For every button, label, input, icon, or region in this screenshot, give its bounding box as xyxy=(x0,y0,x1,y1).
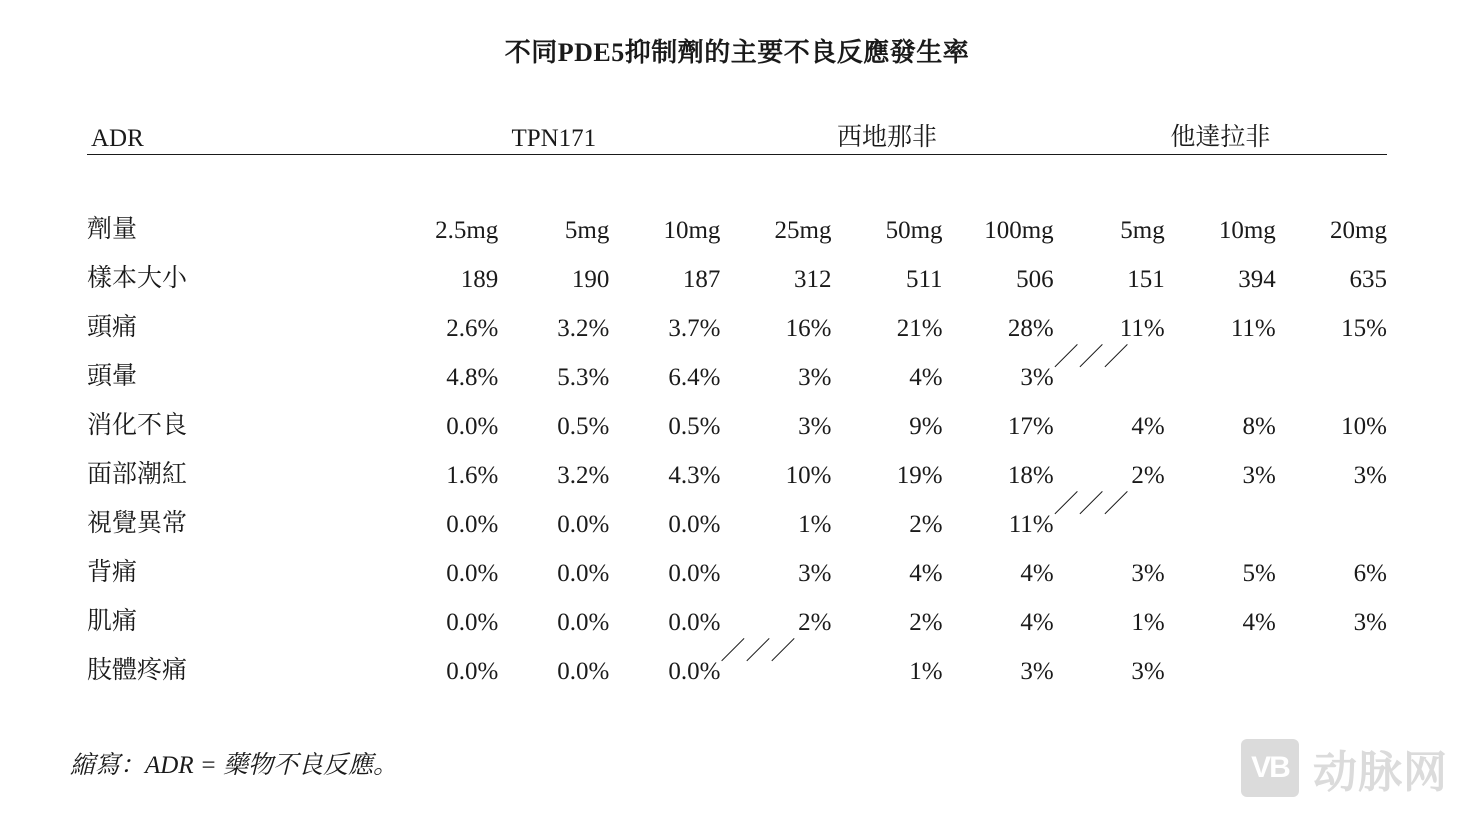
cell-flushing-tpn171-3: 4.3% xyxy=(668,462,721,489)
cell-visual-sildenafil-3: 11% xyxy=(1008,511,1054,538)
cell-dose-tpn171-2: 5mg xyxy=(564,217,610,244)
row-label-flushing: 面部潮紅 xyxy=(87,461,188,488)
cell-visual-sildenafil-1: 1% xyxy=(798,511,832,538)
row-label-headache: 頭痛 xyxy=(87,314,138,341)
cell-dyspepsia-tpn171-1: 0.0% xyxy=(446,413,499,440)
table-row xyxy=(87,343,1387,392)
cell-dose-tadalafil-3: 20mg xyxy=(1330,217,1387,244)
cell-dizziness-tadalafil-3: ／ xyxy=(1103,344,1129,371)
cell-headache-sildenafil-3: 28% xyxy=(1007,315,1054,342)
column-header-adr: ADR xyxy=(91,125,144,152)
cell-headache-tpn171-1: 2.6% xyxy=(446,315,499,342)
table-group-header-row xyxy=(87,113,1387,153)
table-row xyxy=(87,588,1387,637)
cell-sample-tadalafil-1: 151 xyxy=(1127,266,1165,293)
cell-myalgia-tadalafil-2: 4% xyxy=(1242,609,1276,636)
cell-myalgia-tpn171-3: 0.0% xyxy=(668,609,721,636)
cell-dose-sildenafil-3: 100mg xyxy=(984,217,1054,244)
cell-flushing-tadalafil-1: 2% xyxy=(1131,462,1165,489)
cell-flushing-sildenafil-1: 10% xyxy=(785,462,832,489)
cell-dose-sildenafil-1: 25mg xyxy=(774,217,832,244)
cell-backpain-tadalafil-2: 5% xyxy=(1242,560,1276,587)
cell-dose-sildenafil-2: 50mg xyxy=(885,217,943,244)
cell-backpain-tpn171-1: 0.0% xyxy=(446,560,499,587)
cell-dyspepsia-tadalafil-1: 4% xyxy=(1131,413,1165,440)
cell-flushing-tpn171-1: 1.6% xyxy=(446,462,499,489)
cell-headache-tadalafil-3: 15% xyxy=(1341,315,1387,342)
cell-dyspepsia-tpn171-2: 0.5% xyxy=(557,413,610,440)
cell-dizziness-tpn171-1: 4.8% xyxy=(446,364,499,391)
cell-dose-tadalafil-2: 10mg xyxy=(1218,217,1276,244)
cell-limbpain-sildenafil-1: ／ xyxy=(720,638,746,665)
table-row xyxy=(87,191,1387,245)
cell-dizziness-sildenafil-2: 4% xyxy=(909,364,943,391)
cell-dyspepsia-tadalafil-2: 8% xyxy=(1242,413,1276,440)
table-row xyxy=(87,294,1387,343)
cell-limbpain-tpn171-2: 0.0% xyxy=(557,658,610,685)
cell-dizziness-sildenafil-3: 3% xyxy=(1020,364,1054,391)
cell-headache-tadalafil-1: 11% xyxy=(1119,315,1165,342)
table-footnote: 縮寫：ADR = 藥物不良反應。 xyxy=(70,752,398,779)
row-label-dose: 劑量 xyxy=(87,216,138,243)
cell-headache-tpn171-3: 3.7% xyxy=(668,315,721,342)
cell-dyspepsia-sildenafil-3: 17% xyxy=(1007,413,1054,440)
cell-myalgia-tpn171-1: 0.0% xyxy=(446,609,499,636)
column-group-header-tpn171: TPN171 xyxy=(511,125,597,152)
cell-limbpain-tpn171-1: 0.0% xyxy=(446,658,499,685)
cell-dyspepsia-tadalafil-3: 10% xyxy=(1341,413,1387,440)
cell-backpain-tpn171-3: 0.0% xyxy=(668,560,721,587)
cell-flushing-tadalafil-3: 3% xyxy=(1353,462,1387,489)
cell-backpain-sildenafil-1: 3% xyxy=(798,560,832,587)
cell-sample-sildenafil-1: 312 xyxy=(793,266,832,293)
cell-sample-tpn171-1: 189 xyxy=(460,266,499,293)
cell-dyspepsia-sildenafil-1: 3% xyxy=(798,413,832,440)
cell-backpain-tpn171-2: 0.0% xyxy=(557,560,610,587)
table-row xyxy=(87,392,1387,441)
row-label-sample-size: 樣本大小 xyxy=(87,265,188,292)
cell-visual-tadalafil-1: ／ xyxy=(1053,491,1079,518)
cell-sample-tadalafil-2: 394 xyxy=(1238,266,1276,293)
cell-limbpain-tadalafil-1: 1% xyxy=(909,658,943,685)
table-row xyxy=(87,245,1387,294)
cell-myalgia-tadalafil-3: 3% xyxy=(1353,609,1387,636)
cell-visual-tpn171-1: 0.0% xyxy=(446,511,499,538)
cell-visual-tpn171-3: 0.0% xyxy=(668,511,721,538)
cell-myalgia-sildenafil-1: 2% xyxy=(798,609,832,636)
cell-limbpain-tadalafil-2: 3% xyxy=(1020,658,1054,685)
table-row xyxy=(87,539,1387,588)
cell-visual-tpn171-2: 0.0% xyxy=(557,511,610,538)
cell-dose-tadalafil-1: 5mg xyxy=(1120,217,1165,244)
table-header-spacer xyxy=(87,155,1387,191)
cell-dizziness-tadalafil-2: ／ xyxy=(1078,344,1104,371)
cell-myalgia-sildenafil-3: 4% xyxy=(1020,609,1054,636)
cell-flushing-sildenafil-3: 18% xyxy=(1007,462,1054,489)
cell-dizziness-tpn171-3: 6.4% xyxy=(668,364,721,391)
cell-myalgia-tpn171-2: 0.0% xyxy=(557,609,610,636)
cell-sample-sildenafil-3: 506 xyxy=(1016,266,1054,293)
watermark-badge: VB xyxy=(1241,739,1299,797)
row-label-back-pain: 背痛 xyxy=(87,559,138,586)
cell-limbpain-tadalafil-3: 3% xyxy=(1131,658,1165,685)
column-group-header-sildenafil: 西地那非 xyxy=(837,124,938,151)
cell-limbpain-sildenafil-3: ／ xyxy=(770,638,796,665)
cell-dyspepsia-sildenafil-2: 9% xyxy=(909,413,943,440)
cell-backpain-tadalafil-3: 6% xyxy=(1353,560,1387,587)
row-label-limb-pain: 肢體疼痛 xyxy=(87,657,188,684)
cell-myalgia-sildenafil-2: 2% xyxy=(909,609,943,636)
cell-backpain-sildenafil-2: 4% xyxy=(909,560,943,587)
watermark xyxy=(1241,736,1448,800)
cell-backpain-sildenafil-3: 4% xyxy=(1020,560,1054,587)
row-label-dizziness: 頭暈 xyxy=(87,363,138,390)
cell-myalgia-tadalafil-1: 1% xyxy=(1131,609,1165,636)
cell-headache-sildenafil-2: 21% xyxy=(896,315,943,342)
cell-sample-tadalafil-3: 635 xyxy=(1349,266,1387,293)
cell-visual-tadalafil-2: ／ xyxy=(1078,491,1104,518)
cell-sample-sildenafil-2: 511 xyxy=(905,266,943,293)
cell-dose-tpn171-3: 10mg xyxy=(663,217,721,244)
cell-flushing-tpn171-2: 3.2% xyxy=(557,462,610,489)
row-label-visual-abnormality: 視覺異常 xyxy=(87,510,188,537)
row-label-dyspepsia: 消化不良 xyxy=(87,412,188,439)
row-label-myalgia: 肌痛 xyxy=(87,608,138,635)
cell-flushing-sildenafil-2: 19% xyxy=(896,462,943,489)
cell-headache-sildenafil-1: 16% xyxy=(785,315,832,342)
cell-limbpain-sildenafil-2: ／ xyxy=(745,638,771,665)
cell-limbpain-tpn171-3: 0.0% xyxy=(668,658,721,685)
table-row xyxy=(87,637,1387,686)
adr-incidence-table xyxy=(87,113,1387,686)
column-group-header-tadalafil: 他達拉非 xyxy=(1170,124,1271,151)
cell-backpain-tadalafil-1: 3% xyxy=(1131,560,1165,587)
cell-dyspepsia-tpn171-3: 0.5% xyxy=(668,413,721,440)
page-title: 不同PDE5抑制劑的主要不良反應發生率 xyxy=(504,38,970,67)
cell-visual-tadalafil-3: ／ xyxy=(1103,491,1129,518)
watermark-text: 动脉网 xyxy=(1313,748,1448,797)
table-body xyxy=(87,191,1387,686)
cell-visual-sildenafil-2: 2% xyxy=(909,511,943,538)
cell-sample-tpn171-3: 187 xyxy=(682,266,721,293)
cell-headache-tadalafil-2: 11% xyxy=(1230,315,1276,342)
cell-flushing-tadalafil-2: 3% xyxy=(1242,462,1276,489)
cell-dizziness-sildenafil-1: 3% xyxy=(798,364,832,391)
cell-headache-tpn171-2: 3.2% xyxy=(557,315,610,342)
cell-dizziness-tpn171-2: 5.3% xyxy=(557,364,610,391)
cell-dose-tpn171-1: 2.5mg xyxy=(435,217,499,244)
cell-sample-tpn171-2: 190 xyxy=(571,266,610,293)
table-row xyxy=(87,441,1387,490)
cell-dizziness-tadalafil-1: ／ xyxy=(1053,344,1079,371)
table-row xyxy=(87,490,1387,539)
